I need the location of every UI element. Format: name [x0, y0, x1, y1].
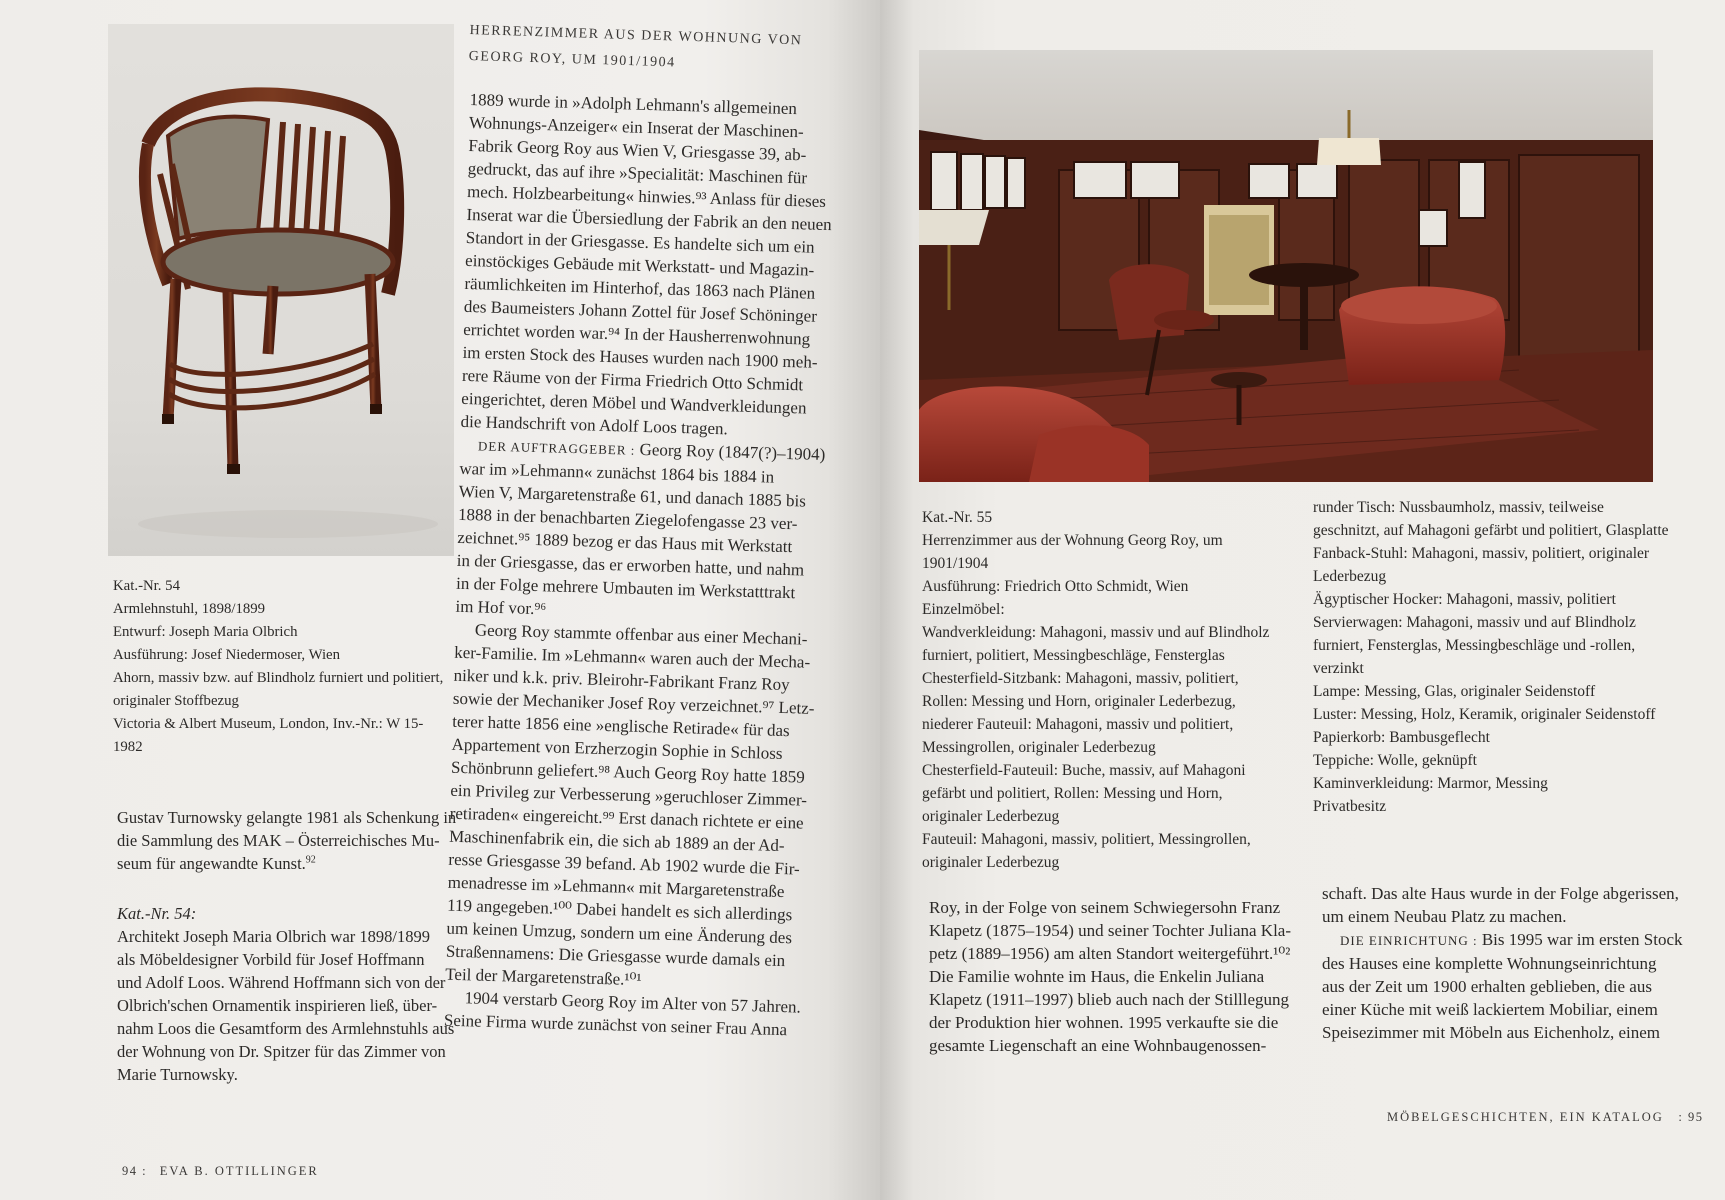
caption-line: Wandverkleidung: Mahagoni, massiv und auf Blindholz	[922, 624, 1270, 641]
page-number: 94 :	[122, 1164, 148, 1178]
text-line: war im »Lehmann« zunächst 1864 bis 1884 in	[459, 458, 775, 487]
text-line: und Adolf Loos. Während Hoffmann sich von der	[117, 973, 446, 992]
text-line: nahm Loos die Gesamtform des Armlehnstuhls aus	[117, 1019, 455, 1038]
room-caption-right	[1313, 496, 1683, 818]
room-photo	[919, 50, 1653, 482]
caption-line: furniert, politiert, Messingbeschläge, Fensterglas	[922, 647, 1225, 664]
caption-line: Chesterfield-Sitzbank: Mahagoni, massiv, politiert,	[922, 670, 1239, 687]
text-line: Klapetz (1911–1997) blieb auch nach der Stilllegung	[929, 990, 1290, 1009]
caption-line: Kaminverkleidung: Marmor, Messing	[1313, 775, 1548, 792]
text-line: terer hatte 1856 eine »englische Retirade« für das	[452, 711, 790, 741]
text-line: die Handschrift von Adolf Loos tragen.	[460, 411, 729, 439]
page-number: : 95	[1678, 1110, 1704, 1124]
running-header	[468, 18, 802, 80]
caption-line: Servierwagen: Mahagoni, massiv und auf Blindholz	[1313, 614, 1636, 631]
text-line: Wohnungs-Anzeiger« ein Inserat der Maschinen-	[468, 112, 804, 142]
text-line: niker und k.k. priv. Bleirohr-Fabrikant Franz Roy	[453, 665, 790, 695]
text-line: Die Familie wohnte im Haus, die Enkelin Juliana	[929, 967, 1265, 986]
left-paragraph-donation	[117, 806, 462, 875]
caption-line: 1901/1904	[922, 555, 989, 572]
text-line: Wien V, Margaretenstraße 61, und danach 1885 bis	[458, 481, 807, 511]
header-line: GEORG ROY, UM 1901/1904	[468, 48, 676, 71]
text-line: um keinen Umzug, sondern um eine Änderung des	[446, 918, 793, 948]
right-column-b	[1322, 882, 1692, 1044]
caption-line: Rollen: Messing und Horn, originaler Lederbezug,	[922, 693, 1236, 710]
text-line: Straßennamens: Die Griesgasse wurde damals ein	[445, 941, 786, 971]
caption-line: Papierkorb: Bambusgeflecht	[1313, 729, 1490, 746]
text-line: ker-Familie. Im »Lehmann« waren auch der Mecha-	[453, 642, 811, 672]
text-line: in der Folge mehrere Umbauten im Werkstatttrakt	[455, 573, 796, 603]
text-line: Roy, in der Folge von seinem Schwiegersohn Franz	[929, 898, 1281, 917]
caption-line: Entwurf: Joseph Maria Olbrich	[113, 624, 298, 640]
text-line: Inserat war die Übersiedlung der Fabrik an den neuen	[466, 204, 832, 235]
text-line: einstöckiges Gebäude mit Werkstatt- und Magazin-	[464, 250, 815, 280]
text-line: petz (1889–1956) am alten Standort weitergeführt.¹⁰²	[929, 944, 1291, 963]
left-paragraph-catalog	[117, 902, 467, 1086]
folio-left	[122, 1164, 319, 1179]
caption-line: 1982	[113, 739, 143, 755]
caption-line: Einzelmöbel:	[922, 601, 1005, 618]
text-line: der Wohnung von Dr. Spitzer für das Zimmer von	[117, 1042, 446, 1061]
text-line: menadresse im »Lehmann« mit Margaretenstraße	[447, 872, 785, 902]
caption-line: Ausführung: Josef Niedermoser, Wien	[113, 647, 341, 663]
text-line: in der Griesgasse, das er erworben hatte, und nahm	[456, 550, 805, 580]
text-line: 1904 verstarb Georg Roy im Alter von 57 Jahren.	[464, 988, 802, 1017]
text-line: räumlichkeiten im Hinterhof, das 1863 nach Plänen	[464, 273, 816, 303]
text-line: aus der Zeit um 1900 erhalten geblieben, die aus	[1322, 977, 1652, 996]
text-line: Seine Firma wurde zunächst von seiner Frau Anna	[443, 1010, 788, 1040]
text-line: Marie Turnowsky.	[117, 1065, 238, 1084]
caption-line: Luster: Messing, Holz, Keramik, originaler Seidenstoff	[1313, 706, 1656, 723]
caption-line: Kat.-Nr. 54	[113, 578, 180, 594]
text-line: einer Küche mit weiß lackiertem Mobiliar, einem	[1322, 1000, 1658, 1019]
herrenzimmer-illustration	[919, 50, 1653, 482]
room-caption-left	[922, 506, 1272, 874]
footnote-ref: 92	[305, 854, 316, 866]
text-line: Teil der Margaretenstraße.¹⁰¹	[444, 964, 642, 990]
text-line: Architekt Joseph Maria Olbrich war 1898/1899	[117, 927, 430, 946]
caption-line: originaler Lederbezug	[922, 854, 1060, 871]
caption-line: Messingrollen, originaler Lederbezug	[922, 739, 1156, 756]
caption-line: Fauteuil: Mahagoni, massiv, politiert, Messingrollen,	[922, 831, 1251, 848]
text-line: schaft. Das alte Haus wurde in der Folge abgerissen,	[1322, 884, 1679, 903]
text-line: des Baumeisters Johann Zottel für Josef Schöninger	[463, 296, 818, 326]
text-line: gedruckt, das auf ihre »Specialität: Maschinen für	[467, 158, 808, 188]
text-line: im Hof vor.⁹⁶	[455, 596, 547, 619]
caption-line: Herrenzimmer aus der Wohnung Georg Roy, um	[922, 532, 1223, 549]
caption-line: Lederbezug	[1313, 568, 1387, 585]
caption-line: Fanback-Stuhl: Mahagoni, massiv, politiert, originaler	[1313, 545, 1650, 562]
section-label: DER AUFTRAGGEBER :	[477, 438, 636, 458]
text-line: im ersten Stock des Hauses wurden nach 1900 meh-	[462, 342, 818, 372]
caption-line: Teppiche: Wolle, geknüpft	[1313, 752, 1477, 769]
caption-line: Ahorn, massiv bzw. auf Blindholz furniert und politiert,	[113, 670, 444, 686]
text-line: mech. Holzbearbeitung« hinwies.⁹³ Anlass für dieses	[466, 181, 827, 211]
text-line: um einem Neubau Platz zu machen.	[1322, 907, 1567, 926]
text-line: Georg Roy (1847(?)–1904)	[635, 439, 826, 465]
text-line: die Sammlung des MAK – Österreichisches Mu-	[117, 831, 440, 850]
text-line: 119 angegeben.¹⁰⁰ Dabei handelt es sich allerdings	[446, 895, 793, 925]
text-line: rere Räume von der Firma Friedrich Otto Schmidt	[461, 365, 804, 395]
author-name: EVA B. OTTILLINGER	[159, 1164, 319, 1178]
caption-line: Privatbesitz	[1313, 798, 1387, 815]
book-title: MÖBELGESCHICHTEN, EIN KATALOG	[1387, 1110, 1664, 1124]
text-line: seum für angewandte Kunst.	[117, 854, 306, 873]
armchair-illustration	[108, 24, 454, 556]
text-line: Fabrik Georg Roy aus Wien V, Griesgasse 39, ab-	[468, 135, 807, 165]
catalog-number-title: Kat.-Nr. 54:	[117, 904, 197, 923]
text-line: errichtet worden war.⁹⁴ In der Hausherrenwohnung	[462, 319, 811, 349]
text-line: Gustav Turnowsky gelangte 1981 als Schenkung in	[117, 808, 457, 827]
caption-line: geschnitzt, auf Mahagoni gefärbt und politiert, Glasplatte	[1313, 522, 1669, 539]
chair-caption	[113, 575, 443, 759]
header-line: HERRENZIMMER AUS DER WOHNUNG VON	[469, 22, 803, 49]
caption-line: originaler Stoffbezug	[113, 693, 239, 709]
text-line: 1889 wurde in »Adolph Lehmann's allgemeinen	[469, 89, 798, 119]
text-line: Appartement von Erzherzogin Sophie in Schloss	[451, 734, 783, 763]
right-column-a	[929, 896, 1304, 1057]
caption-line: Kat.-Nr. 55	[922, 509, 993, 526]
text-line: Olbrich'schen Ornamentik inspirieren ließ, über-	[117, 996, 438, 1015]
text-line: Standort in der Griesgasse. Es handelte sich um ein	[465, 227, 815, 257]
text-line: Klapetz (1875–1954) und seiner Tochter Juliana Kla-	[929, 921, 1291, 940]
text-line: Georg Roy stammte offenbar aus einer Mechani-	[474, 620, 808, 649]
text-line: retiraden« eingereicht.⁹⁹ Erst danach richtete er eine	[449, 803, 804, 833]
chair-photo	[108, 24, 454, 556]
section-label: DIE EINRICHTUNG :	[1340, 933, 1478, 948]
caption-line: Chesterfield-Fauteuil: Buche, massiv, auf Mahagoni	[922, 762, 1246, 779]
caption-line: runder Tisch: Nussbaumholz, massiv, teilweise	[1313, 499, 1604, 516]
caption-line: Victoria & Albert Museum, London, Inv.-Nr.: W 15-	[113, 716, 424, 732]
text-line: resse Griesgasse 39 befand. Ab 1902 wurde die Fir-	[448, 849, 800, 879]
text-line: sowie der Mechaniker Josef Roy verzeichnet.⁹⁷ Letz-	[452, 688, 815, 718]
caption-line: originaler Lederbezug	[922, 808, 1060, 825]
caption-line: verzinkt	[1313, 660, 1364, 677]
text-line: gesamte Liegenschaft an eine Wohnbaugenossen-	[929, 1036, 1267, 1055]
caption-line: furniert, Fensterglas, Messingbeschläge und -rollen,	[1313, 637, 1636, 654]
text-line: des Hauses eine komplette Wohnungseinrichtung	[1322, 954, 1657, 973]
right-page	[880, 0, 1725, 1200]
text-line: Maschinenfabrik ein, die sich ab 1889 an der Ad-	[448, 826, 785, 856]
text-line: Schönbrunn geliefert.⁹⁸ Auch Georg Roy hatte 1859	[450, 757, 805, 787]
caption-line: Armlehnstuhl, 1898/1899	[113, 601, 266, 617]
caption-line: niederer Fauteuil: Mahagoni, massiv und politiert,	[922, 716, 1234, 733]
folio-right	[1387, 1110, 1704, 1125]
text-line: Speisezimmer mit Möbeln aus Eichenholz, einem	[1322, 1023, 1661, 1042]
text-line: der Produktion hier wohnen. 1995 verkaufte sie die	[929, 1013, 1279, 1032]
caption-line: gefärbt und politiert, Rollen: Messing und Horn,	[922, 785, 1223, 802]
text-line: eingerichtet, deren Möbel und Wandverkleidungen	[461, 388, 807, 418]
caption-line: Ägyptischer Hocker: Mahagoni, massiv, politiert	[1313, 591, 1616, 608]
text-line: zeichnet.⁹⁵ 1889 bezog er das Haus mit Werkstatt	[457, 527, 793, 557]
text-line: 1888 in der benachbarten Ziegelofengasse 23 ver-	[457, 504, 798, 534]
middle-column	[444, 88, 842, 1042]
text-line: als Möbeldesigner Vorbild für Josef Hoffmann	[117, 950, 425, 969]
text-line: ein Privileg zur Verbesserung »geruchloser Zimmer-	[450, 780, 808, 810]
text-line: Bis 1995 war im ersten Stock	[1477, 930, 1683, 949]
caption-line: Ausführung: Friedrich Otto Schmidt, Wien	[922, 578, 1189, 595]
caption-line: Lampe: Messing, Glas, originaler Seidenstoff	[1313, 683, 1596, 700]
